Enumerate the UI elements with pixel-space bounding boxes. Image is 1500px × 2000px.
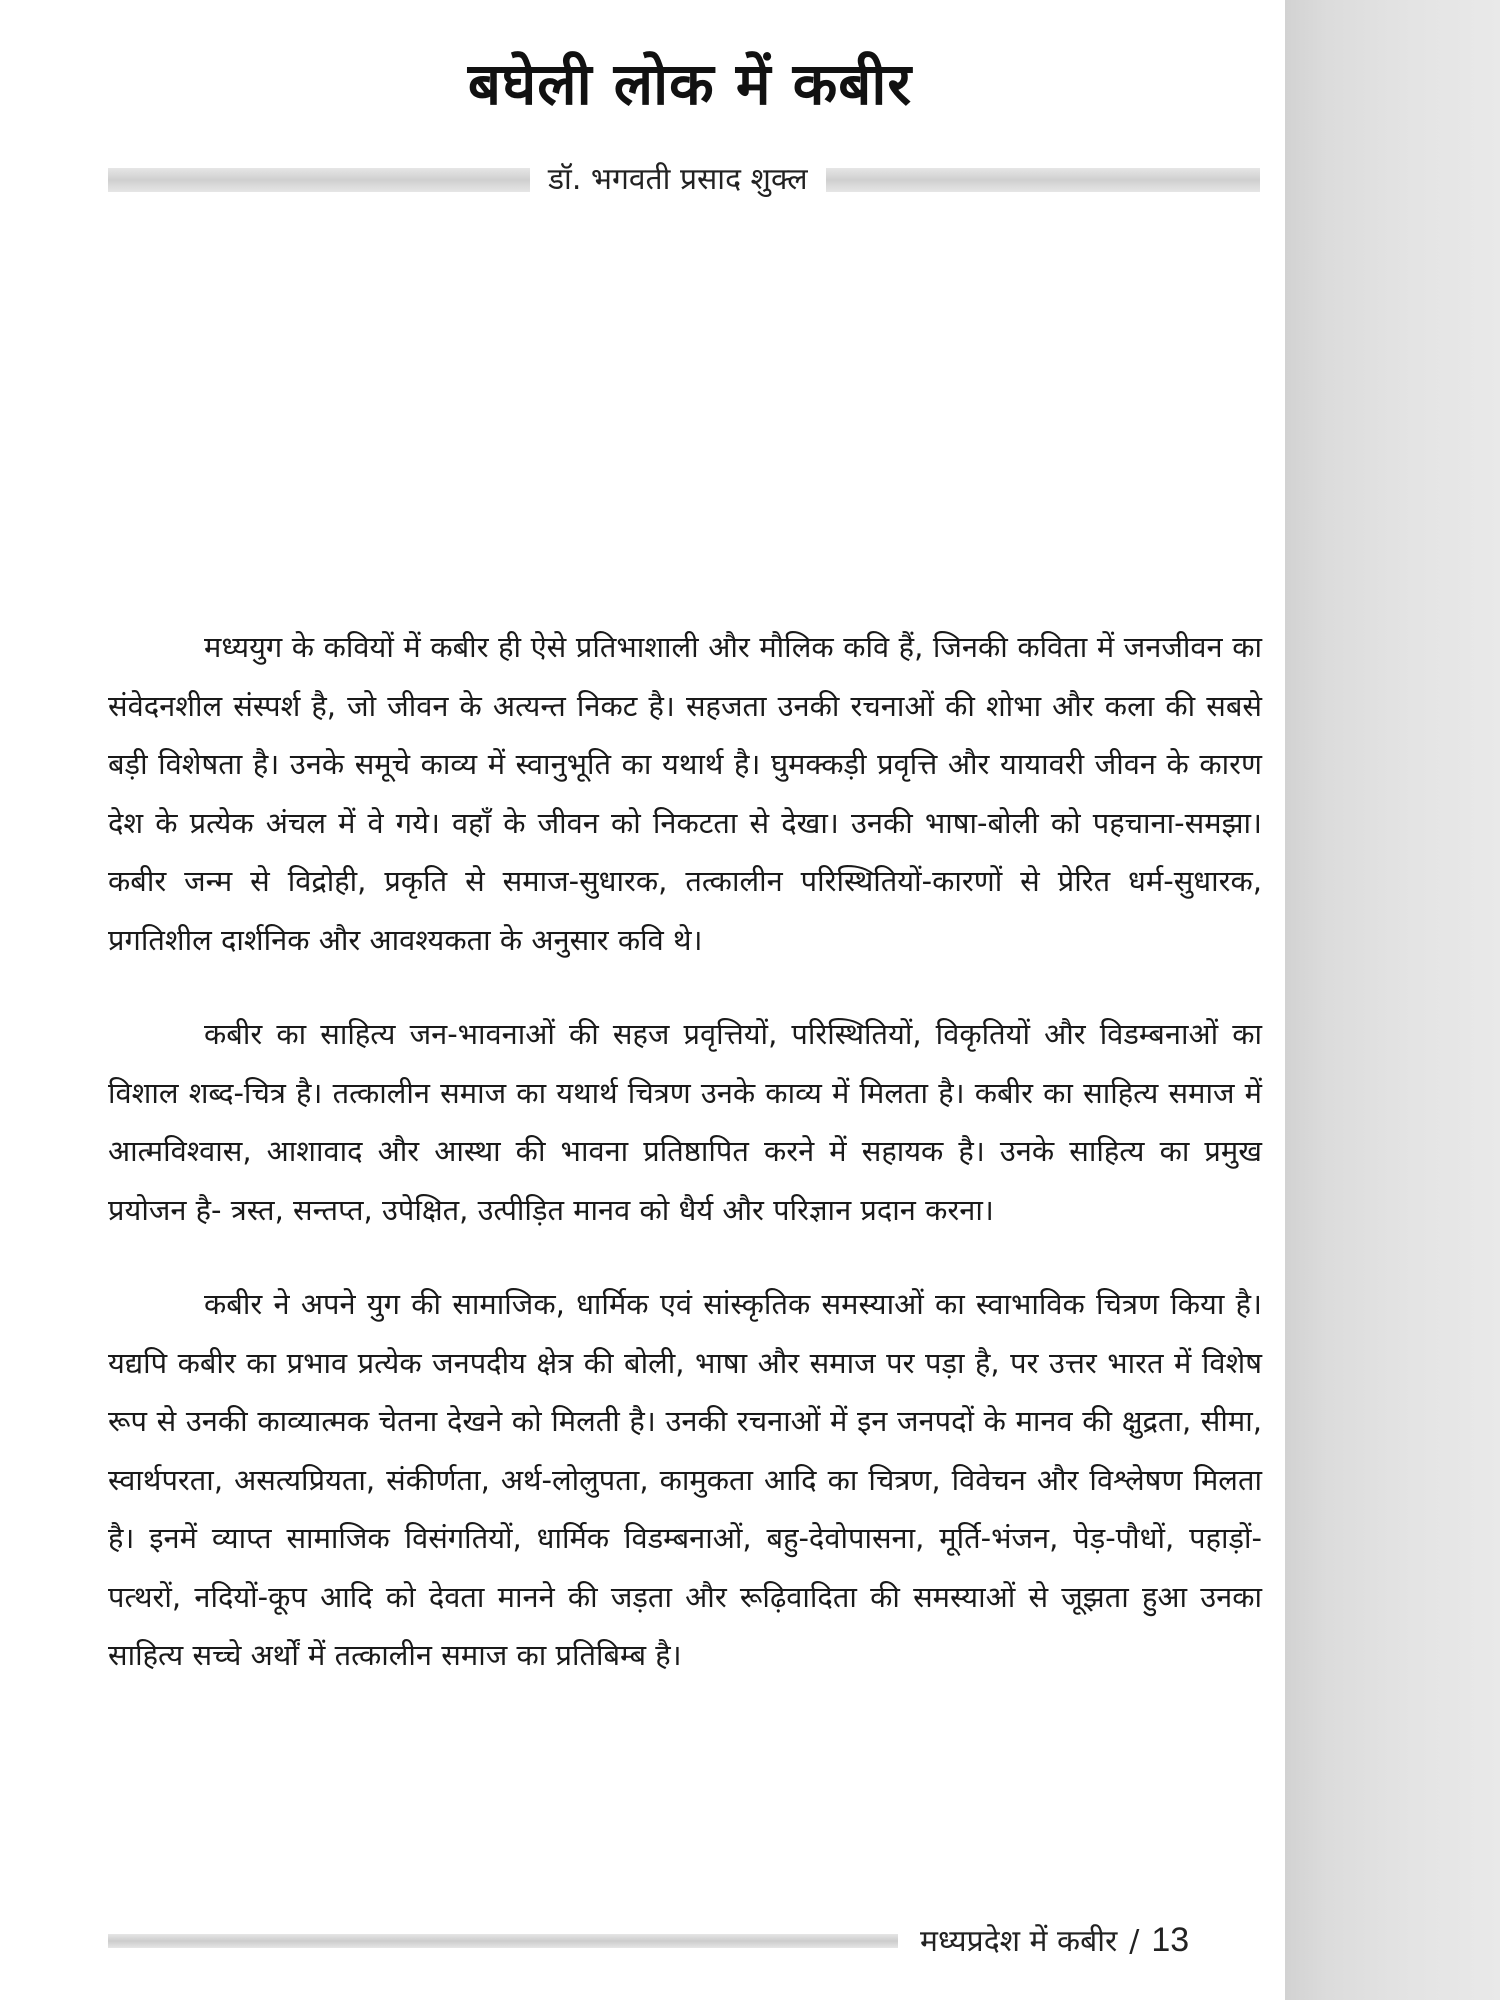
page-edge-shadow [1285,0,1500,2000]
paragraph-2: कबीर का साहित्य जन-भावनाओं की सहज प्रवृत्तियों, परिस्थितियों, विकृतियों और विडम्बनाओं का विशाल शब्द-चित्र है। तत्कालीन समाज का यथार्थ चित्रण उनके काव्य में मिलता है। कबीर का साहित्य समाज में आत्मविश्वास, आशावाद और आस्था की भावना प्रतिष्ठापित करने में सहायक है। उनके साहित्य का प्रमुख प्रयोजन है- त्रस्त, सन्तप्त, उपेक्षित, उत्पीड़ित मानव को धैर्य और परिज्ञान प्रदान करना। [108,1017,1262,1227]
author-name: डॉ. भगवती प्रसाद शुक्ल [530,160,826,200]
paragraph-1: मध्ययुग के कवियों में कबीर ही ऐसे प्रतिभाशाली और मौलिक कवि हैं, जिनकी कविता में जनजीवन का संवेदनशील संस्पर्श है, जो जीवन के अत्यन्त निकट है। सहजता उनकी रचनाओं की शोभा और कला की सबसे बड़ी विशेषता है। उनके समूचे काव्य में स्वानुभूति का यथार्थ है। घुमक्कड़ी प्रवृत्ति और यायावरी जीवन के कारण देश के प्रत्येक अंचल में वे गये। वहाँ के जीवन को निकटता से देखा। उनकी भाषा-बोली को पहचाना-समझा। कबीर जन्म से विद्रोही, प्रकृति से समाज-सुधारक, तत्कालीन परिस्थितियों-कारणों से प्रेरित धर्म-सुधारक, प्रगतिशील दार्शनिक और आवश्यकता के अनुसार कवि थे। [108,630,1262,957]
article-body [108,618,1262,1721]
page-footer [920,1920,1189,1962]
article-title: बघेली लोक में कबीर [467,50,913,118]
footer-separator: / [1129,1924,1140,1959]
footer-rule [108,1934,898,1948]
page-number: 13 [1151,1921,1190,1959]
footer-book-title: मध्यप्रदेश में कबीर [920,1924,1118,1959]
paragraph-3: कबीर ने अपने युग की सामाजिक, धार्मिक एवं सांस्कृतिक समस्याओं का स्वाभाविक चित्रण किया है। यद्यपि कबीर का प्रभाव प्रत्येक जनपदीय क्षेत्र की बोली, भाषा और समाज पर पड़ा है, पर उत्तर भारत में विशेष रूप से उनकी काव्यात्मक चेतना देखने को मिलती है। उनकी रचनाओं में इन जनपदों के मानव की क्षुद्रता, सीमा, स्वार्थपरता, असत्यप्रियता, संकीर्णता, अर्थ-लोलुपता, कामुकता आदि का चित्रण, विवेचन और विश्लेषण मिलता है। इनमें व्याप्त सामाजिक विसंगतियों, धार्मिक विडम्बनाओं, बहु-देवोपासना, मूर्ति-भंजन, पेड़-पौधों, पहाड़ों-पत्थरों, नदियों-कूप आदि को देवता मानने की जड़ता और रूढ़िवादिता की समस्याओं से जूझता हुआ उनका साहित्य सच्चे अर्थों में तत्कालीन समाज का प्रतिबिम्ब है। [108,1287,1262,1672]
